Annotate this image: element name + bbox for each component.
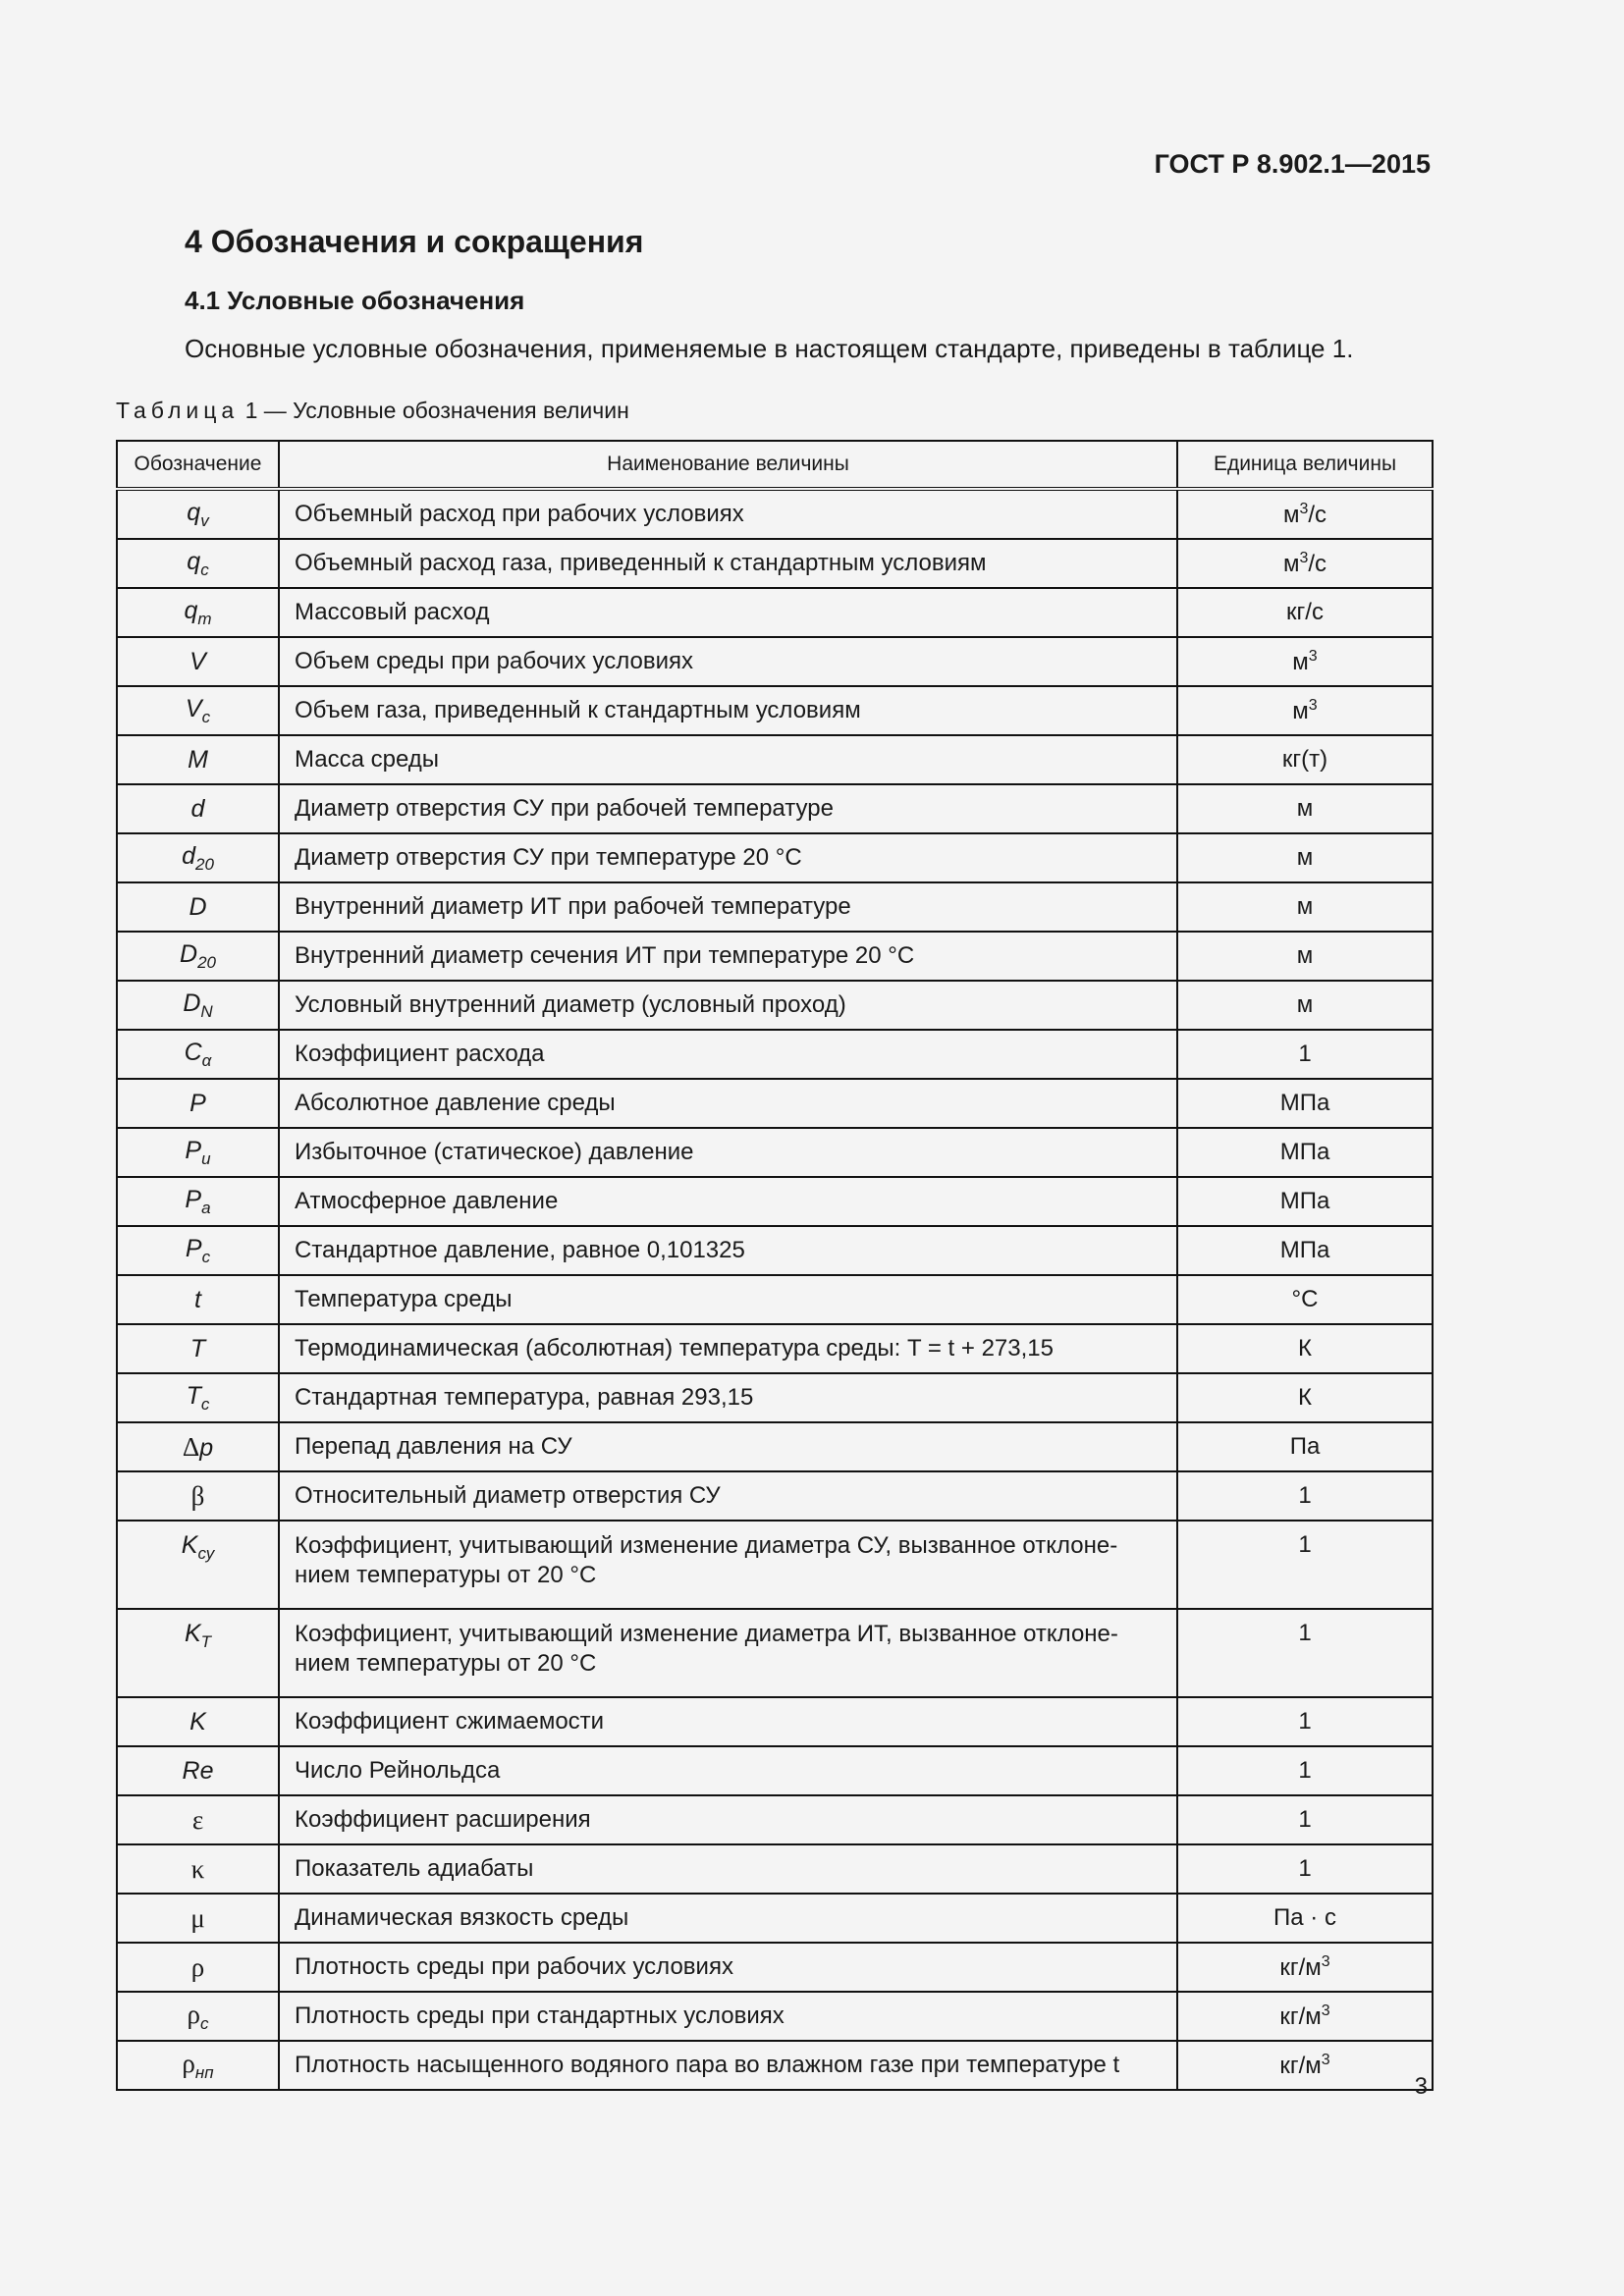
- symbol-main: q: [184, 596, 198, 624]
- name-text: Атмосферное давление: [295, 1188, 559, 1214]
- symbol-main: β: [190, 1480, 205, 1511]
- name-cell: [279, 735, 1177, 784]
- unit-cell: [1177, 1030, 1433, 1079]
- symbol-cell: [117, 1324, 279, 1373]
- name-cell: [279, 489, 1177, 539]
- table-row: [117, 1422, 1433, 1471]
- table-row: [117, 1030, 1433, 1079]
- table-row: [117, 637, 1433, 686]
- column-header-name: Наименование величины: [279, 441, 1177, 489]
- unit-cell: [1177, 1795, 1433, 1844]
- table-row: [117, 833, 1433, 882]
- table-caption-text: 1 — Условные обозначения величин: [244, 398, 629, 423]
- unit-cell: [1177, 882, 1433, 932]
- unit-cell: [1177, 489, 1433, 539]
- symbol-subscript: c: [200, 560, 209, 579]
- name-cell: [279, 1324, 1177, 1373]
- symbol-main: P: [189, 1089, 206, 1117]
- unit-text: м: [1296, 942, 1314, 969]
- symbol-main: t: [194, 1285, 201, 1313]
- symbol-subscript: 20: [197, 952, 216, 972]
- symbol-main: M: [188, 745, 208, 774]
- table-row: [117, 539, 1433, 588]
- unit-cell: [1177, 1079, 1433, 1128]
- name-cell: [279, 1609, 1177, 1697]
- table-row: [117, 1471, 1433, 1521]
- name-text: Условный внутренний диаметр (условный проход): [295, 991, 846, 1018]
- symbol-main: D: [183, 988, 201, 1017]
- symbol-subscript: a: [201, 1198, 211, 1217]
- symbol-main: μ: [190, 1902, 205, 1933]
- name-cell: [279, 1697, 1177, 1746]
- name-text: Коэффициент расширения: [295, 1806, 591, 1833]
- table-row: [117, 1275, 1433, 1324]
- unit-text: м: [1296, 844, 1314, 871]
- unit-cell: [1177, 735, 1433, 784]
- unit-text: м: [1296, 991, 1314, 1018]
- unit-text: м: [1292, 648, 1309, 675]
- symbol-cell: [117, 1079, 279, 1128]
- name-text: Объем газа, приведенный к стандартным условиям: [295, 697, 861, 723]
- name-text: Динамическая вязкость среды: [295, 1904, 629, 1931]
- name-cell: [279, 1177, 1177, 1226]
- unit-cell: [1177, 932, 1433, 981]
- symbol-cell: [117, 1177, 279, 1226]
- symbol-main: P: [185, 1136, 202, 1164]
- name-cell: [279, 588, 1177, 637]
- symbol-cell: [117, 833, 279, 882]
- unit-cell: [1177, 637, 1433, 686]
- unit-text: К: [1298, 1335, 1312, 1362]
- table-row: [117, 1992, 1433, 2041]
- table-body: [117, 489, 1433, 2090]
- unit-text: 1: [1298, 1531, 1312, 1558]
- subsection-title: 4.1 Условные обозначения: [185, 286, 525, 315]
- unit-text: Па · с: [1273, 1904, 1336, 1931]
- name-text: Перепад давления на СУ: [295, 1433, 572, 1460]
- table-caption-label: Таблица: [116, 398, 240, 423]
- symbol-subscript: нп: [194, 2062, 214, 2082]
- name-cell: [279, 1894, 1177, 1943]
- unit-cell: [1177, 1128, 1433, 1177]
- name-cell: [279, 637, 1177, 686]
- symbol-subscript: m: [197, 609, 212, 628]
- symbol-cell: [117, 1795, 279, 1844]
- table-row: [117, 1521, 1433, 1609]
- table-row: [117, 1079, 1433, 1128]
- name-text: Стандартное давление, равное 0,101325: [295, 1237, 745, 1263]
- name-cell: [279, 1746, 1177, 1795]
- name-text: Плотность среды при рабочих условиях: [295, 1953, 733, 1980]
- unit-cell: [1177, 539, 1433, 588]
- unit-text: 1: [1298, 1806, 1312, 1833]
- unit-suffix: /с: [1308, 501, 1327, 528]
- symbol-subscript: v: [200, 510, 209, 530]
- unit-text: 1: [1298, 1855, 1312, 1882]
- unit-superscript: 3: [1321, 2051, 1330, 2068]
- name-text: Плотность среды при стандартных условиях: [295, 2002, 785, 2029]
- unit-superscript: 3: [1308, 696, 1318, 714]
- unit-text: 1: [1298, 1041, 1312, 1067]
- unit-superscript: 3: [1321, 2002, 1330, 2019]
- symbol-cell: [117, 1844, 279, 1894]
- symbol-main: q: [187, 498, 201, 526]
- unit-text: м: [1282, 501, 1300, 528]
- symbol-main: d: [190, 794, 205, 823]
- symbol-cell: [117, 1471, 279, 1521]
- name-text: Коэффициент, учитывающий изменение диаметра ИТ, вызванное отклоне-: [295, 1621, 1118, 1647]
- name-text: Коэффициент, учитывающий изменение диаметра СУ, вызванное отклоне-: [295, 1532, 1118, 1559]
- symbols-table: [116, 440, 1434, 2091]
- section-title: 4 Обозначения и сокращения: [185, 224, 644, 259]
- unit-text: м: [1296, 893, 1314, 920]
- table-row: [117, 1894, 1433, 1943]
- symbol-cell: [117, 1373, 279, 1422]
- table-row: [117, 1746, 1433, 1795]
- name-text-continued: нием температуры от 20 °С: [295, 1650, 597, 1677]
- name-cell: [279, 2041, 1177, 2090]
- unit-cell: [1177, 1992, 1433, 2041]
- name-text-continued: нием температуры от 20 °С: [295, 1562, 597, 1588]
- name-cell: [279, 833, 1177, 882]
- symbol-cell: [117, 1943, 279, 1992]
- unit-text: кг/с: [1286, 599, 1324, 625]
- symbol-cell: [117, 1275, 279, 1324]
- name-cell: [279, 1844, 1177, 1894]
- name-text: Показатель адиабаты: [295, 1855, 534, 1882]
- symbol-subscript: c: [201, 707, 211, 726]
- symbol-main: ε: [191, 1804, 204, 1835]
- name-text: Абсолютное давление среды: [295, 1090, 616, 1116]
- unit-cell: [1177, 588, 1433, 637]
- symbol-cell: [117, 1128, 279, 1177]
- unit-text: 1: [1298, 1482, 1312, 1509]
- unit-text: МПа: [1279, 1090, 1330, 1116]
- symbol-main: D: [180, 939, 198, 968]
- name-text: Стандартная температура, равная 293,15: [295, 1384, 754, 1411]
- symbol-main: K: [189, 1707, 206, 1735]
- unit-cell: [1177, 981, 1433, 1030]
- table-row: [117, 735, 1433, 784]
- symbol-subscript: су: [197, 1544, 215, 1563]
- unit-cell: [1177, 1275, 1433, 1324]
- name-text: Внутренний диаметр сечения ИТ при температуре 20 °С: [295, 942, 915, 969]
- symbol-main: V: [185, 694, 202, 722]
- unit-cell: [1177, 1697, 1433, 1746]
- table-row: [117, 489, 1433, 539]
- intro-paragraph: Основные условные обозначения, применяемые в настоящем стандарте, приведены в таблице 1.: [185, 334, 1354, 363]
- name-cell: [279, 1521, 1177, 1609]
- name-text: Диаметр отверстия СУ при температуре 20 °С: [295, 844, 802, 871]
- unit-text: 1: [1298, 1620, 1312, 1646]
- name-cell: [279, 1128, 1177, 1177]
- unit-cell: [1177, 1373, 1433, 1422]
- table-row: [117, 686, 1433, 735]
- symbol-subscript: 20: [194, 854, 214, 874]
- symbol-cell: [117, 1422, 279, 1471]
- symbol-cell: [117, 637, 279, 686]
- symbol-cell: [117, 686, 279, 735]
- symbol-cell: [117, 1521, 279, 1609]
- name-text: Масса среды: [295, 746, 440, 773]
- symbol-main: T: [189, 1334, 206, 1362]
- table-row: [117, 1943, 1433, 1992]
- column-header-unit: Единица величины: [1177, 441, 1433, 489]
- unit-text: кг/м: [1279, 2052, 1322, 2079]
- symbol-subscript: N: [200, 1001, 213, 1021]
- table-row: [117, 981, 1433, 1030]
- symbol-cell: [117, 588, 279, 637]
- unit-text: м: [1282, 550, 1300, 577]
- unit-cell: [1177, 1226, 1433, 1275]
- unit-cell: [1177, 1422, 1433, 1471]
- symbol-cell: [117, 1609, 279, 1697]
- name-cell: [279, 1030, 1177, 1079]
- symbol-main: p: [199, 1433, 214, 1462]
- symbol-subscript: c: [201, 1247, 211, 1266]
- unit-cell: [1177, 1844, 1433, 1894]
- symbol-cell: [117, 1697, 279, 1746]
- name-text: Объем среды при рабочих условиях: [295, 648, 693, 674]
- symbol-subscript: c: [200, 1394, 210, 1414]
- table-row: [117, 1697, 1433, 1746]
- name-text: Внутренний диаметр ИТ при рабочей температуре: [295, 893, 851, 920]
- unit-superscript: 3: [1299, 500, 1309, 517]
- unit-text: МПа: [1279, 1139, 1330, 1165]
- name-text: Диаметр отверстия СУ при рабочей температуре: [295, 795, 834, 822]
- table-row: [117, 784, 1433, 833]
- symbol-cell: [117, 539, 279, 588]
- name-cell: [279, 932, 1177, 981]
- name-cell: [279, 1079, 1177, 1128]
- name-text: Температура среды: [295, 1286, 513, 1312]
- standard-number: ГОСТ Р 8.902.1—2015: [1154, 149, 1431, 179]
- unit-cell: [1177, 1324, 1433, 1373]
- name-cell: [279, 981, 1177, 1030]
- name-cell: [279, 539, 1177, 588]
- name-cell: [279, 882, 1177, 932]
- symbol-main: D: [189, 892, 207, 921]
- table-row: [117, 882, 1433, 932]
- symbol-main: P: [185, 1234, 202, 1262]
- unit-cell: [1177, 1521, 1433, 1609]
- symbol-cell: [117, 735, 279, 784]
- name-text: Коэффициент расхода: [295, 1041, 545, 1067]
- symbol-main: ρ: [190, 1951, 205, 1982]
- page-number: 3: [1414, 2073, 1428, 2100]
- unit-superscript: 3: [1308, 647, 1318, 665]
- table-row: [117, 1795, 1433, 1844]
- unit-text: м: [1292, 697, 1309, 724]
- symbol-subscript: α: [201, 1050, 212, 1070]
- unit-cell: [1177, 784, 1433, 833]
- symbol-main: ρ: [187, 1999, 200, 2029]
- symbol-main: K: [181, 1531, 198, 1559]
- name-text: Объемный расход при рабочих условиях: [295, 501, 744, 527]
- table-row: [117, 1844, 1433, 1894]
- unit-text: Па: [1289, 1433, 1321, 1460]
- name-cell: [279, 686, 1177, 735]
- symbol-main: q: [187, 547, 201, 575]
- symbol-main: K: [184, 1620, 201, 1647]
- unit-text: кг/м: [1279, 2002, 1322, 2030]
- unit-superscript: 3: [1321, 1952, 1330, 1970]
- symbol-cell: [117, 1992, 279, 2041]
- unit-text: кг/м: [1279, 1953, 1322, 1981]
- name-text: Число Рейнольдса: [295, 1757, 501, 1784]
- name-cell: [279, 1992, 1177, 2041]
- name-text: Плотность насыщенного водяного пара во влажном газе при температуре t: [295, 2052, 1120, 2078]
- table-row: [117, 588, 1433, 637]
- symbol-cell: [117, 1894, 279, 1943]
- table-row: [117, 1128, 1433, 1177]
- symbol-cell: [117, 981, 279, 1030]
- name-cell: [279, 1373, 1177, 1422]
- symbol-main: C: [184, 1038, 202, 1066]
- unit-cell: [1177, 1746, 1433, 1795]
- name-cell: [279, 1795, 1177, 1844]
- symbol-main: d: [182, 841, 195, 870]
- unit-cell: [1177, 833, 1433, 882]
- symbol-main: P: [185, 1185, 202, 1213]
- symbol-prefix: Δ: [182, 1431, 200, 1462]
- symbol-subscript: c: [199, 2013, 209, 2033]
- symbol-main: Re: [182, 1756, 214, 1785]
- name-text: Относительный диаметр отверстия СУ: [295, 1482, 721, 1509]
- symbol-main: ρ: [182, 2048, 195, 2078]
- symbol-cell: [117, 932, 279, 981]
- unit-cell: [1177, 1471, 1433, 1521]
- symbol-subscript: u: [201, 1148, 211, 1168]
- unit-superscript: 3: [1299, 549, 1309, 566]
- unit-cell: [1177, 1177, 1433, 1226]
- table-row: [117, 2041, 1433, 2090]
- name-cell: [279, 1471, 1177, 1521]
- unit-cell: [1177, 1894, 1433, 1943]
- unit-cell: [1177, 686, 1433, 735]
- unit-cell: [1177, 2041, 1433, 2090]
- symbol-subscript: T: [200, 1632, 212, 1651]
- name-text: Объемный расход газа, приведенный к стандартным условиям: [295, 550, 987, 576]
- name-cell: [279, 1943, 1177, 1992]
- unit-text: К: [1298, 1384, 1312, 1411]
- unit-text: кг(т): [1281, 746, 1328, 773]
- table-header-row: [117, 441, 1433, 489]
- symbol-main: κ: [190, 1853, 205, 1884]
- name-cell: [279, 1226, 1177, 1275]
- unit-cell: [1177, 1609, 1433, 1697]
- unit-cell: [1177, 1943, 1433, 1992]
- unit-text: м: [1296, 795, 1314, 822]
- name-cell: [279, 1422, 1177, 1471]
- symbol-cell: [117, 489, 279, 539]
- symbol-main: V: [189, 647, 206, 675]
- symbol-cell: [117, 2041, 279, 2090]
- table-caption: [116, 398, 629, 424]
- table-row: [117, 1373, 1433, 1422]
- name-cell: [279, 1275, 1177, 1324]
- unit-suffix: /с: [1308, 550, 1327, 577]
- table-row: [117, 1177, 1433, 1226]
- unit-text: МПа: [1279, 1237, 1330, 1263]
- unit-text: °С: [1291, 1286, 1319, 1312]
- name-text: Термодинамическая (абсолютная) температура среды: T = t + 273,15: [295, 1335, 1054, 1362]
- symbol-cell: [117, 882, 279, 932]
- name-cell: [279, 784, 1177, 833]
- symbol-cell: [117, 1746, 279, 1795]
- column-header-symbol: Обозначение: [117, 441, 279, 489]
- symbol-cell: [117, 1226, 279, 1275]
- unit-text: МПа: [1279, 1188, 1330, 1214]
- symbol-cell: [117, 1030, 279, 1079]
- unit-text: 1: [1298, 1757, 1312, 1784]
- table-row: [117, 1324, 1433, 1373]
- symbol-cell: [117, 784, 279, 833]
- symbol-main: T: [186, 1381, 201, 1410]
- table-row: [117, 932, 1433, 981]
- table-row: [117, 1609, 1433, 1697]
- name-text: Массовый расход: [295, 599, 490, 625]
- name-text: Коэффициент сжимаемости: [295, 1708, 605, 1735]
- name-text: Избыточное (статическое) давление: [295, 1139, 694, 1165]
- unit-text: 1: [1298, 1708, 1312, 1735]
- table-row: [117, 1226, 1433, 1275]
